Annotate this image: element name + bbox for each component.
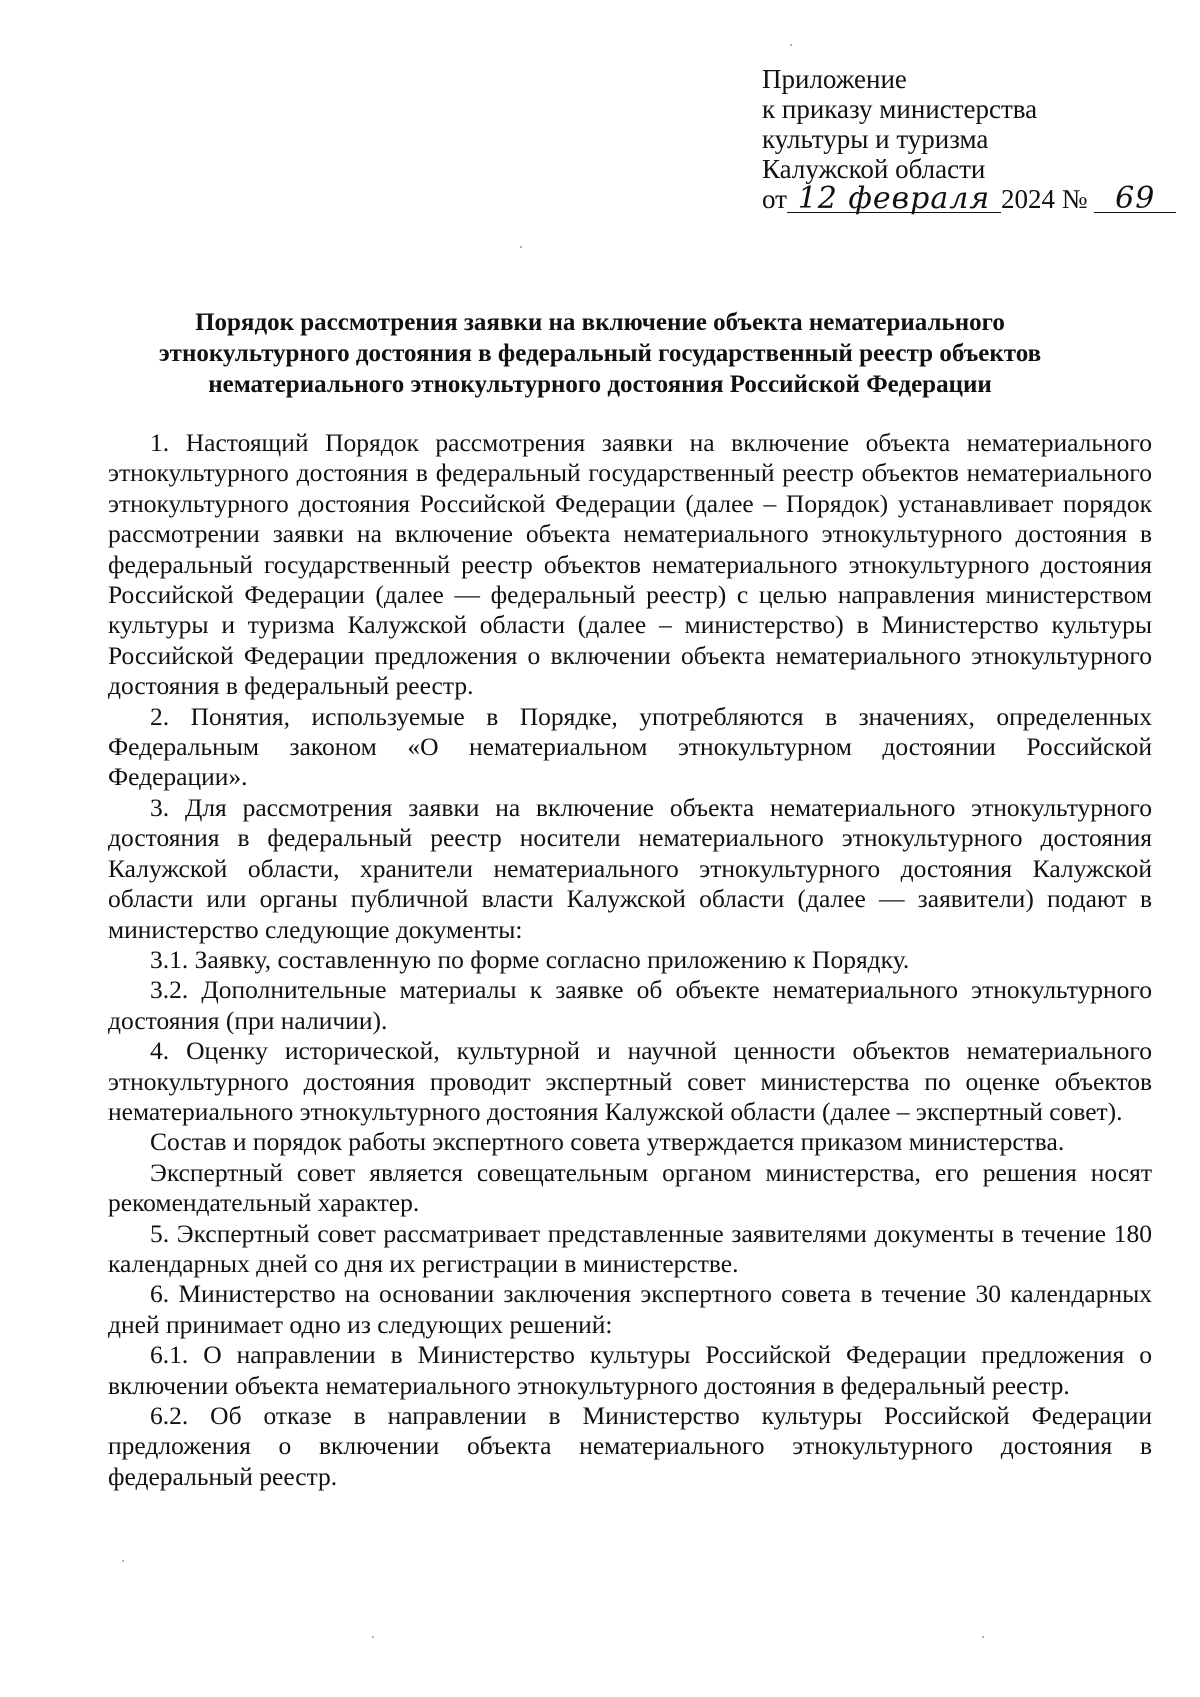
handwritten-order-number: 69 — [1094, 186, 1176, 213]
order-date-line — [762, 181, 1176, 216]
header-line: Калужской области — [762, 154, 986, 184]
paragraph: 1. Настоящий Порядок рассмотрения заявки на включение объекта нематериального этнокультурного достояния в федеральный государственный реестр объектов нематериального этнокультурного достояния Российской Федерации (далее – Порядок) устанавливает порядок рассмотрении заявки на включение объекта нематериального этнокультурного достояния в федеральный государственный реестр объектов нематериального этнокультурного достояния Российской Федерации (далее — федеральный реестр) с целью направления министерством культуры и туризма Калужской области (далее – министерство) в Министерство культуры Российской Федерации предложения о включении объекта нематериального этнокультурного достояния в федеральный реестр. — [108, 428, 1152, 701]
scan-speck — [982, 1636, 984, 1638]
paragraph: 3.1. Заявку, составленную по форме согласно приложению к Порядку. — [150, 944, 910, 974]
title-line: этнокультурного достояния в федеральный государственный реестр объектов — [158, 340, 1042, 367]
paragraph: 2. Понятия, используемые в Порядке, употребляются в значениях, определенных Федеральным законом «О нематериальном этнокультурном достоянии Российской Федерации». — [108, 701, 1152, 792]
title-line: нематериального этнокультурного достояния Российской Федерации — [208, 371, 992, 398]
paragraph: 6. Министерство на основании заключения экспертного совета в течение 30 календарных дней принимает одно из следующих решений: — [108, 1279, 1152, 1339]
paragraph: 6.1. О направлении в Министерство культуры Российской Федерации предложения о включении объекта нематериального этнокультурного достояния в федеральный реестр. — [108, 1340, 1152, 1400]
scan-speck — [372, 1636, 374, 1638]
year-number-label: 2024 № — [1000, 184, 1088, 214]
header-line: к приказу министерства — [762, 94, 1038, 124]
handwritten-date: 12 февраля — [787, 186, 1001, 213]
title-line: Порядок рассмотрения заявки на включение объекта нематериального — [195, 309, 1005, 336]
from-label: от — [762, 184, 787, 214]
paragraph: 5. Экспертный совет рассматривает представленные заявителями документы в течение 180 календарных дней со дня их регистрации в министерстве. — [108, 1218, 1152, 1278]
paragraph: 6.2. Об отказе в направлении в Министерство культуры Российской Федерации предложения о включении объекта нематериального этнокультурного достояния в федеральный реестр. — [108, 1401, 1152, 1491]
scan-speck — [520, 246, 522, 248]
paragraph: 3. Для рассмотрения заявки на включение объекта нематериального этнокультурного достояния в федеральный реестр носители нематериального этнокультурного достояния Калужской области, хранители нематериального этнокультурного достояния Калужской области или органы публичной власти Калужской области (далее — заявители) подают в министерство следующие документы: — [108, 792, 1152, 944]
scan-speck — [122, 1560, 124, 1562]
document-body — [108, 428, 1152, 1492]
header-line: культуры и туризма — [762, 124, 989, 154]
paragraph: 4. Оценку исторической, культурной и научной ценности объектов нематериального этнокультурного достояния проводит экспертный совет министерства по оценке объектов нематериального этнокультурного достояния Калужской области (далее – экспертный совет). — [108, 1036, 1152, 1126]
paragraph: Экспертный совет является совещательным органом министерства, его решения носят рекомендательный характер. — [108, 1157, 1152, 1218]
appendix-header — [762, 64, 1176, 214]
header-line: Приложение — [762, 64, 907, 94]
paragraph: Состав и порядок работы экспертного совета утверждается приказом министерства. — [150, 1127, 1065, 1157]
paragraph: 3.2. Дополнительные материалы к заявке об объекте нематериального этнокультурного достояния (при наличии). — [108, 975, 1152, 1035]
document-title — [100, 307, 1100, 400]
scan-speck — [790, 44, 792, 46]
